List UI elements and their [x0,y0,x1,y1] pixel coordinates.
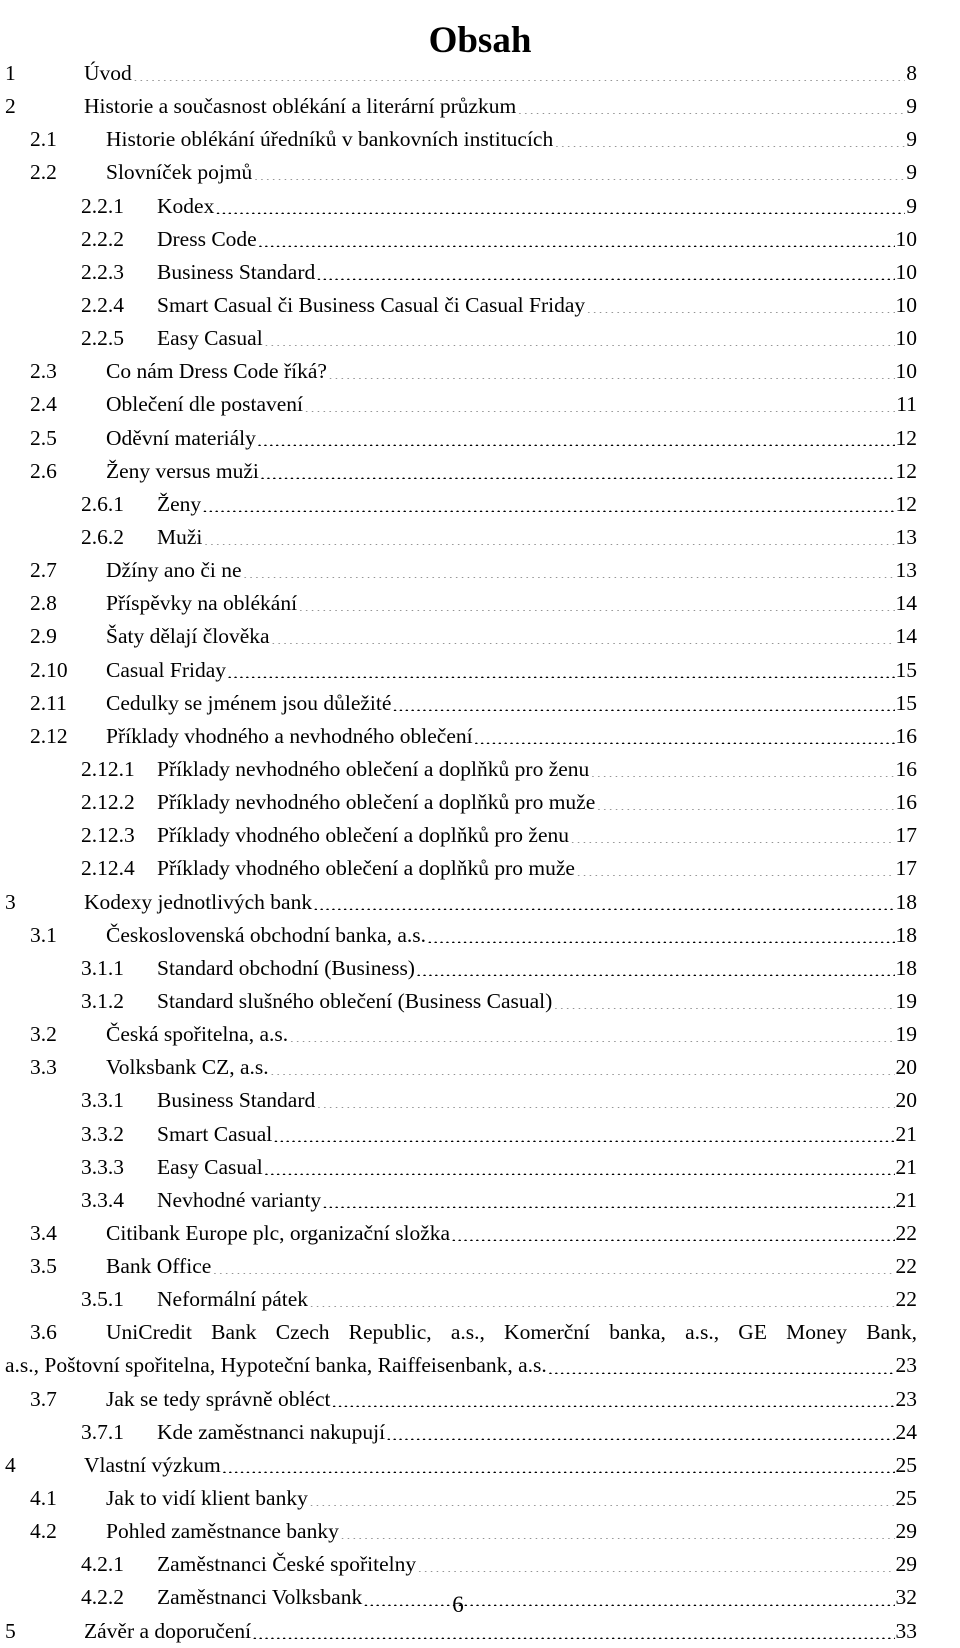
dot-leader [517,93,905,115]
dot-leader [322,1186,894,1208]
toc-entry-title: Smart Casual či Business Casual či Casual Friday [157,292,586,317]
toc-entry-title: Jak se tedy správně obléct [106,1386,331,1411]
toc-entry-number: 2 [5,94,16,119]
toc-entry-link[interactable] [106,422,917,455]
toc-entry-title: Bank Office [106,1254,212,1279]
toc-entry-page: 9 [906,160,917,185]
toc-entry-title: Volksbank CZ, a.s. [106,1055,269,1080]
toc-entry-link[interactable] [157,952,917,985]
toc-entry-number: 4 [5,1452,16,1477]
toc-entry[interactable] [5,1184,917,1217]
toc-entry-page: 9 [906,193,917,218]
toc-entry-page: 16 [895,756,917,781]
toc-entry-page: 22 [895,1254,917,1279]
toc-entry[interactable] [5,687,917,720]
toc-entry-link[interactable] [157,256,917,289]
toc-entry-page: 22 [895,1287,917,1312]
toc-entry-number: 3.1.1 [81,955,124,980]
toc-entry-link[interactable] [106,1250,917,1283]
toc-entry-page: 25 [895,1452,917,1477]
toc-entry-page: 24 [895,1419,917,1444]
dot-leader [260,457,895,479]
toc-entry-number: 2.9 [30,624,57,649]
toc-entry[interactable] [5,1018,917,1051]
toc-entry-title: Džíny ano či ne [106,558,242,583]
toc-entry-number: 3.3 [30,1055,57,1080]
toc-entry-number: 2.1 [30,127,57,152]
toc-entry-number: 2.6 [30,458,57,483]
toc-entry-link[interactable] [106,156,917,189]
toc-entry-link[interactable] [157,786,917,819]
toc-entry-title: Co nám Dress Code říká? [106,359,327,384]
dot-leader [586,292,894,314]
dot-leader [451,1219,894,1241]
dot-leader [309,1286,894,1308]
toc-entry-link[interactable] [157,1184,917,1217]
toc-entry-number: 2.12.4 [81,856,135,881]
toc-entry-page: 21 [895,1154,917,1179]
toc-entry-page: 15 [895,690,917,715]
toc-entry-link[interactable] [157,190,917,223]
toc-entry-title: Úvod [84,61,132,85]
toc-entry-link[interactable] [157,1416,917,1449]
toc-entry[interactable] [5,488,917,521]
toc-entry-link[interactable] [157,322,917,355]
toc-entry-title: Jak to vidí klient banky [106,1486,308,1511]
toc-entry-number: 2.12.1 [81,756,135,781]
toc-entry-link[interactable] [106,455,917,488]
toc-entry-number: 3.7.1 [81,1419,124,1444]
toc-entry-title: Citibank Europe plc, organizační složka [106,1220,451,1245]
toc-entry[interactable] [5,123,917,156]
toc-entry-number: 3.7 [30,1386,57,1411]
toc-entry-number: 3.3.1 [81,1088,124,1113]
toc-entry-title: Oděvní materiály [106,425,256,450]
dot-leader [548,1352,895,1374]
dot-leader [202,490,894,512]
toc-entry[interactable] [5,455,917,488]
toc-entry-number: 3.2 [30,1022,57,1047]
toc-entry[interactable] [5,753,917,786]
toc-entry[interactable] [5,1548,917,1581]
dot-leader [313,888,894,910]
toc-entry-link[interactable] [157,852,917,885]
toc-entry-page: 23 [895,1386,917,1411]
toc-entry[interactable] [5,886,917,919]
dot-leader [392,689,894,711]
toc-entry-number: 3.1 [30,922,57,947]
toc-entry-page: 33 [895,1618,917,1643]
toc-entry-link[interactable] [157,753,917,786]
toc-entry-page: 19 [895,988,917,1013]
dot-leader [253,159,905,181]
toc-entry-number: 4.2.2 [81,1585,124,1610]
toc-entry-title: Kodexy jednotlivých bank [84,889,313,914]
toc-entry-page: 10 [895,226,917,251]
toc-entry[interactable] [5,1316,917,1349]
toc-entry-title: Česká spořitelna, a.s. [106,1022,289,1047]
toc-entry-title: Zaměstnanci Volksbank [157,1585,363,1610]
toc-entry-link[interactable] [106,587,917,620]
toc-entry[interactable] [5,57,917,90]
toc-entry-link[interactable] [5,1349,917,1382]
dot-leader [417,1551,894,1573]
dot-leader [553,988,894,1010]
toc-entry-link[interactable] [84,1449,917,1482]
toc-entry-page: 15 [895,657,917,682]
toc-entry-link[interactable] [84,90,917,123]
toc-entry-link[interactable] [157,1283,917,1316]
toc-entry-number: 3.4 [30,1220,57,1245]
toc-entry-page: 16 [895,723,917,748]
toc-entry-title: Příklady vhodného a nevhodného oblečení [106,723,473,748]
toc-entry-number: 2.6.2 [81,524,124,549]
dot-leader [340,1518,895,1540]
toc-entry-page: 23 [895,1353,917,1378]
toc-entry-number: 3.3.3 [81,1154,124,1179]
toc-entry[interactable] [5,1217,917,1250]
toc-entry[interactable] [5,190,917,223]
toc-entry[interactable] [5,952,917,985]
toc-entry[interactable] [5,1482,917,1515]
toc-entry-title: Příklady vhodného oblečení a doplňků pro ženu [157,823,569,848]
toc-entry-title: Pohled zaměstnance banky [106,1519,339,1544]
toc-entry[interactable] [5,322,917,355]
toc-entry-link[interactable] [106,123,917,156]
toc-entry-number: 4.2.1 [81,1552,124,1577]
toc-entry[interactable] [5,1416,917,1449]
toc-entry-title: Závěr a doporučení [84,1618,252,1643]
toc-entry-link[interactable] [106,554,917,587]
toc-entry-title: Příspěvky na oblékání [106,591,298,616]
toc-entry-number: 2.12.3 [81,823,135,848]
page-title: Obsah [428,19,532,61]
toc-entry-link[interactable] [106,620,917,653]
toc-entry-title: Kde zaměstnanci nakupují [157,1419,386,1444]
toc-entry-number: 3 [5,889,16,914]
toc-entry-link[interactable] [106,388,917,421]
dot-leader [316,258,894,280]
toc-entry[interactable] [5,654,917,687]
toc-entry-number: 3.3.2 [81,1121,124,1146]
toc-entry-page: 17 [895,856,917,881]
toc-entry[interactable] [5,256,917,289]
dot-leader [309,1485,895,1507]
toc-entry[interactable] [5,1515,917,1548]
toc-entry[interactable] [5,620,917,653]
toc-entry-link[interactable] [106,654,917,687]
dot-leader [264,325,895,347]
dot-leader [590,756,894,778]
toc-entry-number: 2.2.4 [81,292,124,317]
toc-entry-number: 2.11 [30,690,67,715]
toc-entry-title: Příklady nevhodného oblečení a doplňků pro muže [157,790,596,815]
dot-leader [570,822,895,844]
toc-entry-link[interactable] [106,1051,917,1084]
toc-entry-title: Dress Code [157,226,257,251]
toc-entry-page: 8 [906,61,917,85]
toc-entry-page: 16 [895,790,917,815]
toc-entry-title: Ženy versus muži [106,458,259,483]
dot-leader [289,1021,894,1043]
toc-entry-link[interactable] [157,521,917,554]
toc-entry-page: 14 [895,624,917,649]
toc-entry-title: Business Standard [157,1088,316,1113]
toc-entry-title: Muži [157,524,203,549]
toc-entry[interactable] [5,1283,917,1316]
toc-entry-page: 10 [895,292,917,317]
toc-entry-link[interactable] [106,1018,917,1051]
toc-entry-title-continued: a.s., Poštovní spořitelna, Hypoteční banka, Raiffeisenbank, a.s. [5,1353,547,1378]
toc-entry[interactable] [5,521,917,554]
dot-leader [133,60,905,82]
toc-entry-link[interactable] [157,1548,917,1581]
toc-entry-number: 4.1 [30,1486,57,1511]
toc-entry-number: 2.4 [30,392,57,417]
toc-entry-number: 2.6.1 [81,491,124,516]
toc-entry-link[interactable] [106,720,917,753]
toc-entry-link[interactable] [106,1217,917,1250]
dot-leader [331,1385,894,1407]
dot-leader [298,590,894,612]
toc-entry-number: 2.5 [30,425,57,450]
toc-entry-link[interactable] [84,886,917,919]
dot-leader [554,126,905,148]
toc-entry[interactable] [5,1449,917,1482]
toc-entry[interactable] [5,1151,917,1184]
dot-leader [227,656,894,678]
toc-entry-link[interactable] [106,919,917,952]
toc-entry-page: 12 [895,458,917,483]
table-of-contents [5,57,917,1648]
toc-entry[interactable] [5,1118,917,1151]
toc-entry[interactable] [5,1250,917,1283]
toc-entry-title: Standard obchodní (Business) [157,955,415,980]
dot-leader [416,954,895,976]
dot-leader [596,789,894,811]
toc-entry-number: 2.2.3 [81,259,124,284]
toc-entry-title: Business Standard [157,259,316,284]
toc-entry[interactable] [5,355,917,388]
toc-entry-page: 13 [895,524,917,549]
dot-leader [264,1153,895,1175]
dot-leader [427,921,894,943]
dot-leader [243,557,895,579]
toc-entry-number: 2.10 [30,657,68,682]
dot-leader [215,192,905,214]
toc-entry[interactable] [5,985,917,1018]
toc-entry-page: 10 [895,359,917,384]
toc-entry-number: 3.3.4 [81,1187,124,1212]
toc-entry-title: Standard slušného oblečení (Business Casual) [157,988,553,1013]
toc-entry[interactable] [5,554,917,587]
dot-leader [316,1087,894,1109]
toc-entry-link[interactable] [157,488,917,521]
toc-entry[interactable] [5,720,917,753]
toc-entry-page: 10 [895,326,917,351]
toc-entry-link[interactable] [106,1515,917,1548]
dot-leader [273,1120,894,1142]
toc-entry-link[interactable] [157,819,917,852]
toc-entry-page: 13 [895,558,917,583]
toc-entry-page: 18 [895,889,917,914]
toc-entry[interactable] [5,223,917,256]
page-number: 6 [452,1592,464,1617]
toc-entry-page: 21 [895,1121,917,1146]
toc-entry-page: 19 [895,1022,917,1047]
toc-entry-page: 29 [895,1519,917,1544]
dot-leader [212,1253,894,1275]
toc-entry-title: Historie oblékání úředníků v bankovních institucích [106,127,554,152]
toc-entry-link[interactable] [157,1151,917,1184]
toc-entry[interactable] [5,1383,917,1416]
toc-entry-link[interactable] [106,1482,917,1515]
toc-entry-title: Casual Friday [106,657,227,682]
toc-entry[interactable] [5,1051,917,1084]
toc-entry-title: Nevhodné varianty [157,1187,322,1212]
toc-entry-page: 22 [895,1220,917,1245]
toc-entry-page: 17 [895,823,917,848]
toc-entry-link[interactable] [157,985,917,1018]
toc-entry-page: 21 [895,1187,917,1212]
toc-entry-number: 3.6 [30,1320,57,1345]
toc-entry[interactable] [5,90,917,123]
toc-entry-link[interactable] [106,687,917,720]
dot-leader [222,1451,895,1473]
toc-entry[interactable] [5,156,917,189]
toc-entry-number: 2.7 [30,558,57,583]
dot-leader [252,1617,894,1639]
toc-entry-title: Easy Casual [157,1154,263,1179]
toc-entry-number: 1 [5,61,16,85]
toc-entry-number: 2.8 [30,591,57,616]
toc-entry-link[interactable] [84,57,917,90]
toc-entry[interactable] [5,587,917,620]
toc-entry-page: 9 [906,94,917,119]
toc-entry-number: 5 [5,1618,16,1643]
dot-leader [474,722,895,744]
toc-entry[interactable] [5,388,917,421]
toc-entry-title: Zaměstnanci České spořitelny [157,1552,417,1577]
toc-entry-number: 2.3 [30,359,57,384]
toc-entry-title: Šaty dělají člověka [106,624,270,649]
dot-leader [258,225,895,247]
toc-entry-link[interactable] [157,223,917,256]
toc-entry-page: 20 [895,1088,917,1113]
toc-entry-page: 18 [895,922,917,947]
toc-entry-number: 3.5 [30,1254,57,1279]
dot-leader [328,358,895,380]
toc-entry-title: Ženy [157,491,202,516]
toc-entry-page: 18 [895,955,917,980]
toc-entry-link[interactable] [157,1084,917,1117]
toc-entry[interactable] [5,422,917,455]
toc-entry[interactable] [5,289,917,322]
toc-entry-link[interactable] [157,1118,917,1151]
toc-entry-page: 29 [895,1552,917,1577]
toc-entry-number: 3.1.2 [81,988,124,1013]
toc-entry-page: 25 [895,1486,917,1511]
toc-entry-number: 2.2.1 [81,193,124,218]
toc-entry-title: Příklady vhodného oblečení a doplňků pro muže [157,856,575,881]
toc-entry-page: 9 [906,127,917,152]
toc-entry-number: 3.5.1 [81,1287,124,1312]
dot-leader [271,623,895,645]
toc-entry-title: Easy Casual [157,326,263,351]
toc-entry-title: Vlastní výzkum [84,1452,221,1477]
toc-entry-page: 10 [895,259,917,284]
toc-entry-page: 12 [895,491,917,516]
toc-entry[interactable] [5,1084,917,1117]
toc-entry-number: 2.2 [30,160,57,185]
toc-entry-page: 20 [895,1055,917,1080]
toc-entry[interactable] [5,786,917,819]
toc-entry-title: Historie a současnost oblékání a literární průzkum [84,94,517,119]
toc-entry-title: Kodex [157,193,215,218]
dot-leader [270,1054,895,1076]
toc-entry-title: Příklady nevhodného oblečení a doplňků pro ženu [157,756,590,781]
toc-entry-link[interactable] [106,355,917,388]
toc-entry-title: Oblečení dle postavení [106,392,304,417]
toc-entry-number: 2.2.5 [81,326,124,351]
toc-entry-continuation[interactable] [5,1349,917,1382]
dot-leader [203,524,894,546]
toc-entry-page: 12 [895,425,917,450]
toc-entry-number: 2.12.2 [81,790,135,815]
dot-leader [576,855,895,877]
toc-entry-link[interactable] [157,289,917,322]
toc-entry-title: UniCredit Bank Czech Republic, a.s., Komerční banka, a.s., GE Money Bank, [106,1320,917,1345]
toc-entry-link[interactable] [106,1383,917,1416]
toc-entry[interactable] [5,852,917,885]
toc-entry-title: Neformální pátek [157,1287,309,1312]
toc-entry-number: 2.2.2 [81,226,124,251]
toc-entry-number: 4.2 [30,1519,57,1544]
toc-entry-title: Smart Casual [157,1121,273,1146]
toc-entry-number: 2.12 [30,723,68,748]
toc-entry-page: 14 [895,591,917,616]
toc-entry-title: Československá obchodní banka, a.s. [106,922,427,947]
toc-entry-page: 32 [895,1585,917,1610]
dot-leader [257,424,895,446]
toc-entry[interactable] [5,819,917,852]
toc-entry-title: Slovníček pojmů [106,160,253,185]
toc-entry[interactable] [5,919,917,952]
toc-entry-link[interactable] [106,1316,917,1349]
dot-leader [304,391,895,413]
dot-leader [386,1418,894,1440]
toc-entry-title: Cedulky se jménem jsou důležité [106,690,392,715]
toc-entry-page: 11 [896,392,917,417]
